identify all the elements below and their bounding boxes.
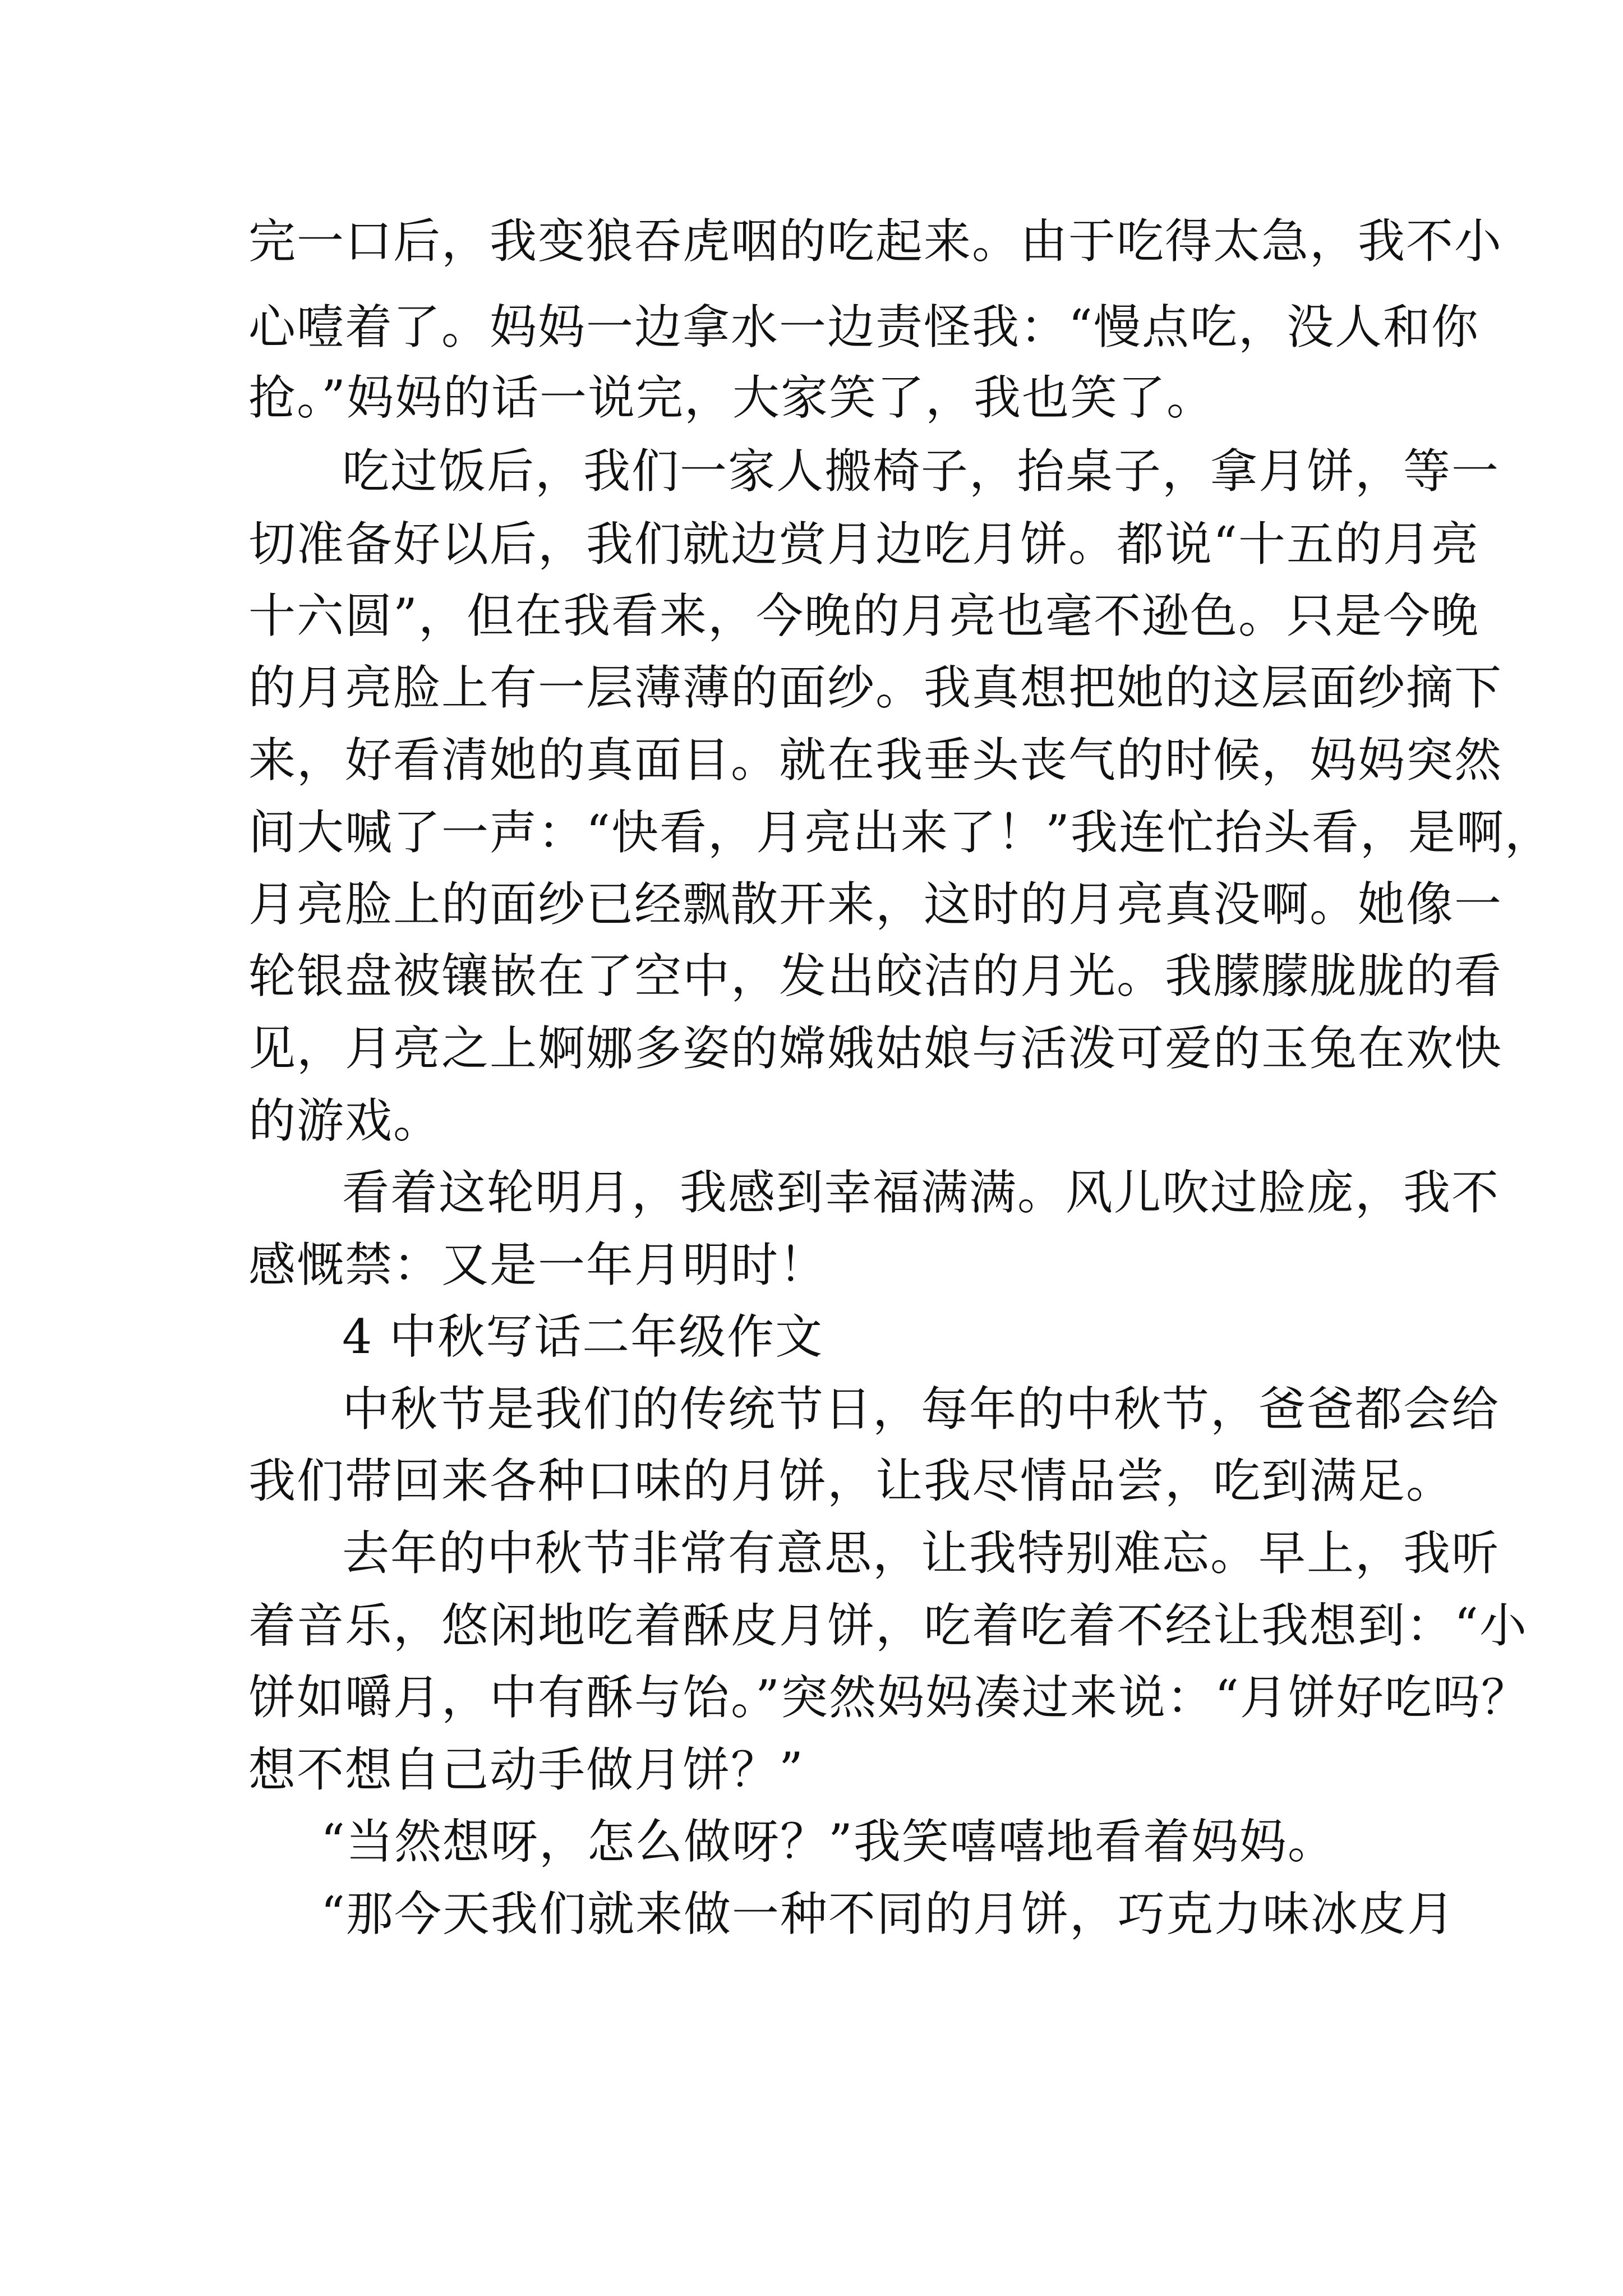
text-line: “当然想呀，怎么做呀？”我笑嘻嘻地看着妈妈。 <box>321 1814 1336 1869</box>
text-line: 感慨禁：又是一年月明时！ <box>248 1237 828 1292</box>
text-line: 去年的中秋节非常有意思，让我特别难忘。早上，我听 <box>342 1526 1500 1581</box>
text-line: 抢。”妈妈的话一说完，大家笑了，我也笑了。 <box>248 370 1215 425</box>
text-line: 十六圆”，但在我看来，今晚的月亮也毫不逊色。只是今晚 <box>248 588 1479 643</box>
text-line: 来，好看清她的真面目。就在我垂头丧气的时候，妈妈突然 <box>248 733 1503 788</box>
text-line: 的游戏。 <box>248 1093 442 1148</box>
text-line: 见，月亮之上婀娜多姿的嫦娥姑娘与活泼可爱的玉兔在欢快 <box>248 1021 1503 1076</box>
text-line: 月亮脸上的面纱已经飘散开来，这时的月亮真没啊。她像一 <box>248 877 1503 932</box>
text-line: 完一口后，我变狼吞虎咽的吃起来。由于吃得太急，我不小 <box>248 214 1503 269</box>
text-line: 吃过饭后，我们一家人搬椅子，抬桌子，拿月饼，等一 <box>342 444 1500 499</box>
text-line: 想不想自己动手做月饼？” <box>248 1742 804 1797</box>
text-line: “那今天我们就来做一种不同的月饼，巧克力味冰皮月 <box>321 1887 1455 1941</box>
text-line: 饼如嚼月，中有酥与饴。”突然妈妈凑过来说：“月饼好吃吗？ <box>248 1670 1529 1725</box>
text-line: 切准备好以后，我们就边赏月边吃月饼。都说“十五的月亮 <box>248 517 1479 572</box>
text-line: 中秋节是我们的传统节日，每年的中秋节，爸爸都会给 <box>342 1382 1500 1437</box>
text-line: 着音乐，悠闲地吃着酥皮月饼，吃着吃着不经让我想到：“小 <box>248 1598 1528 1653</box>
text-line: 间大喊了一声：“快看，月亮出来了！”我连忙抬头看，是啊， <box>248 805 1553 860</box>
text-line: 轮银盘被镶嵌在了空中，发出皎洁的月光。我朦朦胧胧的看 <box>248 949 1503 1004</box>
text-line: 的月亮脸上有一层薄薄的面纱。我真想把她的这层面纱摘下 <box>248 660 1503 715</box>
text-line: 心噎着了。妈妈一边拿水一边责怪我：“慢点吃，没人和你 <box>248 300 1479 355</box>
text-line: 我们带回来各种口味的月饼，让我尽情品尝，吃到满足。 <box>248 1453 1455 1508</box>
section-heading: 4 中秋写话二年级作文 <box>342 1309 824 1364</box>
text-line: 看着这轮明月，我感到幸福满满。风儿吹过脸庞，我不 <box>342 1165 1500 1220</box>
